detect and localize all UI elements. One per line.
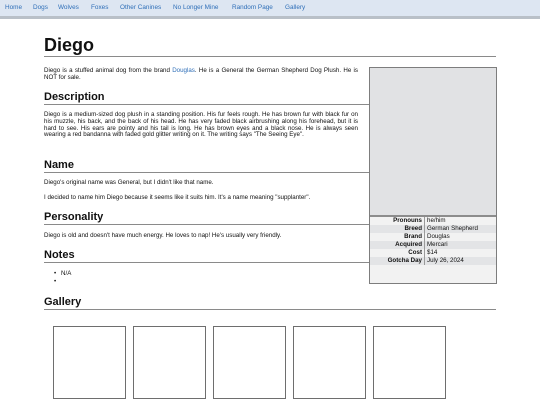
intro-text-start: Diego is a stuffed animal dog from the brand (44, 67, 173, 74)
brand-link[interactable]: Douglas (172, 67, 195, 74)
nav-foxes[interactable]: Foxes (91, 4, 109, 11)
infobox-divider (424, 241, 425, 249)
infobox-divider (424, 249, 425, 257)
infobox-key: Brand (404, 233, 422, 240)
infobox-key: Breed (404, 225, 422, 232)
nav-dogs[interactable]: Dogs (33, 4, 48, 11)
gallery-thumbnail[interactable] (133, 326, 206, 399)
infobox-row-gotcha-day (370, 257, 496, 265)
infobox-value: $14 (427, 249, 438, 256)
personality-paragraph: Diego is old and doesn't have much energy. He loves to nap! He's usually very friendly. (44, 232, 282, 239)
nav-gallery[interactable]: Gallery (285, 4, 306, 11)
infobox-value: Douglas (427, 233, 450, 240)
gallery-thumbnail[interactable] (53, 326, 126, 399)
gallery-thumbnail[interactable] (293, 326, 366, 399)
name-paragraph-2: I decided to name him Diego because it seems like it suits him. It's a name meaning "supplanter". (44, 194, 311, 201)
nav-random-page[interactable]: Random Page (232, 4, 273, 11)
infobox-divider (424, 225, 425, 233)
infobox-value: July 26, 2024 (427, 257, 464, 264)
infobox-divider (424, 217, 425, 225)
gallery-thumbnail[interactable] (213, 326, 286, 399)
nav-no-longer-mine[interactable]: No Longer Mine (173, 4, 219, 11)
notes-list (54, 270, 71, 286)
nav-other-canines[interactable]: Other Canines (120, 4, 162, 11)
infobox-key: Cost (408, 249, 422, 256)
intro-text-end: . He is a General the German Shepherd Dog Plush. He is NOT for sale. (44, 67, 358, 81)
infobox-key: Pronouns (393, 217, 422, 224)
notes-item-text: N/A (61, 270, 72, 277)
infobox-row-cost (370, 249, 496, 257)
infobox-key: Gotcha Day (387, 257, 422, 264)
infobox (369, 67, 497, 284)
nav-wolves[interactable]: Wolves (58, 4, 79, 11)
name-paragraph-1: Diego's original name was General, but I didn't like that name. (44, 179, 214, 186)
infobox-row-acquired (370, 241, 496, 249)
infobox-row-brand (370, 233, 496, 241)
infobox-divider (424, 257, 425, 265)
gallery-thumbnail[interactable] (373, 326, 446, 399)
infobox-row-breed (370, 225, 496, 233)
infobox-image-placeholder (370, 68, 496, 217)
nav-home[interactable]: Home (5, 4, 23, 11)
infobox-value: German Shepherd (427, 225, 478, 232)
infobox-value: he/him (427, 217, 446, 224)
notes-item (54, 278, 71, 286)
section-heading-name: Name (44, 159, 369, 173)
section-heading-personality: Personality (44, 211, 369, 225)
infobox-row-pronouns (370, 217, 496, 225)
section-heading-gallery: Gallery (44, 296, 496, 310)
top-navigation-bar (0, 0, 540, 19)
infobox-key: Acquired (395, 241, 422, 248)
notes-item (54, 270, 71, 278)
section-heading-description: Description (44, 91, 369, 105)
infobox-divider (424, 233, 425, 241)
intro-paragraph (44, 68, 358, 82)
section-heading-notes: Notes (44, 249, 369, 263)
description-paragraph: Diego is a medium-sized dog plush in a standing position. His fur feels rough. He has brown fur with black fur on his muzzle, his back, and the back of his head. He has very faded black airbrushing along his forehead, but it is hard to see. His ears are pointy and his tail is long. He has brown eyes and a black nose. He is always seen wearing a red bandanna with faded gold glitter writing on it. The writing says "The Seeing Eye". (44, 111, 358, 139)
page-title: Diego (44, 36, 496, 57)
infobox-value: Mercari (427, 241, 448, 248)
